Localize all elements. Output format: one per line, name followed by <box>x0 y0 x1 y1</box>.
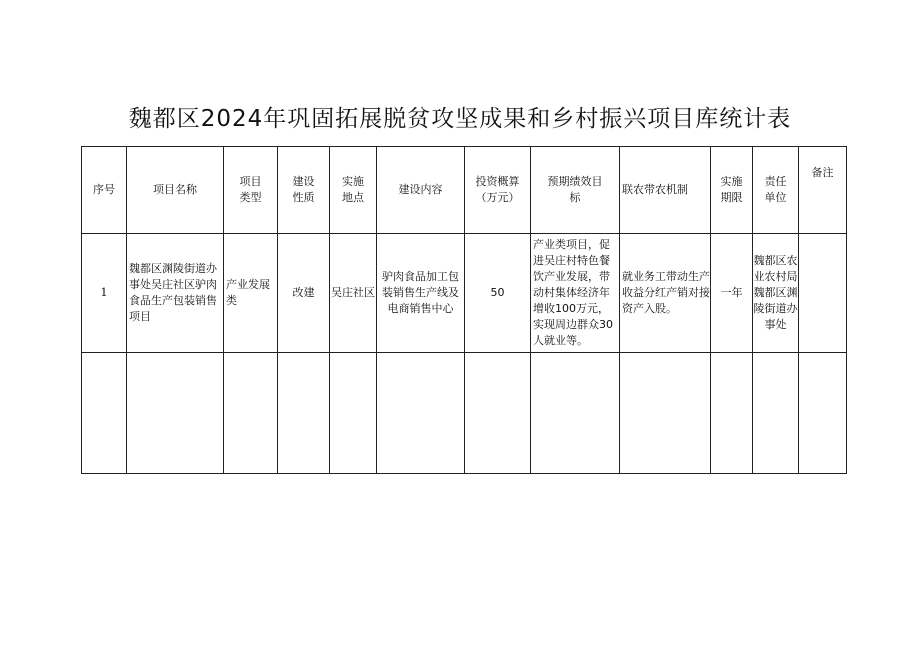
empty-cell <box>465 353 531 474</box>
empty-cell <box>330 353 377 474</box>
header-budget: 投资概算 （万元） <box>465 147 531 234</box>
empty-cell <box>127 353 224 474</box>
header-nature: 建设 性质 <box>278 147 330 234</box>
header-remark: 备注 <box>799 147 847 234</box>
cell-mechanism: 就业务工带动生产收益分红产销对接资产入股。 <box>620 234 711 353</box>
header-row <box>82 147 847 234</box>
header-unit: 责任 单位 <box>753 147 799 234</box>
header-mechanism: 联农带农机制 <box>620 147 711 234</box>
header-goal: 预期绩效目 标 <box>531 147 620 234</box>
empty-cell <box>224 353 278 474</box>
empty-cell <box>82 353 127 474</box>
empty-cell <box>531 353 620 474</box>
page-title: 魏都区2024年巩固拓展脱贫攻坚成果和乡村振兴项目库统计表 <box>128 106 792 132</box>
empty-cell <box>278 353 330 474</box>
cell-period: 一年 <box>711 234 753 353</box>
header-location: 实施 地点 <box>330 147 377 234</box>
empty-cell <box>620 353 711 474</box>
header-period: 实施 期限 <box>711 147 753 234</box>
empty-cell <box>711 353 753 474</box>
cell-goal: 产业类项目，促进吴庄村特色餐饮产业发展，带动村集体经济年增收100万元，实现周边群众30人就业等。 <box>531 234 620 353</box>
cell-nature: 改建 <box>278 234 330 353</box>
header-seq: 序号 <box>82 147 127 234</box>
empty-cell <box>377 353 465 474</box>
cell-name: 魏都区渊陵街道办事处吴庄社区驴肉食品生产包装销售项目 <box>127 234 224 353</box>
table-row-empty <box>82 353 847 474</box>
header-name: 项目名称 <box>127 147 224 234</box>
project-table <box>81 146 847 474</box>
header-type: 项目 类型 <box>224 147 278 234</box>
cell-location: 吴庄社区 <box>330 234 377 353</box>
cell-content: 驴肉食品加工包装销售生产线及电商销售中心 <box>377 234 465 353</box>
cell-budget: 50 <box>465 234 531 353</box>
cell-remark <box>799 234 847 353</box>
cell-seq: 1 <box>82 234 127 353</box>
cell-type: 产业发展类 <box>224 234 278 353</box>
cell-unit: 魏都区农业农村局魏都区渊陵街道办事处 <box>753 234 799 353</box>
empty-cell <box>799 353 847 474</box>
table-row <box>82 234 847 353</box>
empty-cell <box>753 353 799 474</box>
header-content: 建设内容 <box>377 147 465 234</box>
